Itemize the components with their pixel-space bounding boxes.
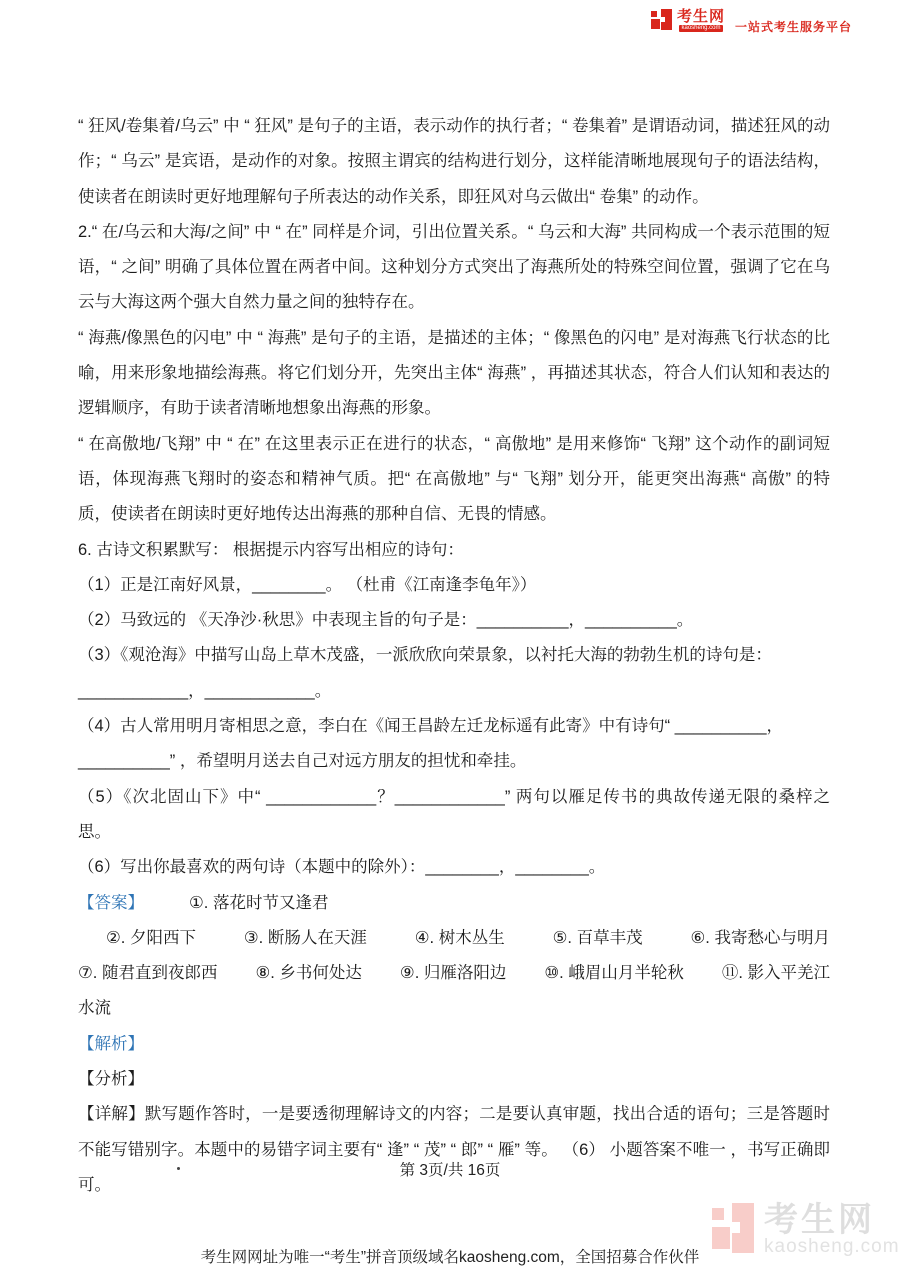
question-6-item-3-blanks: ____________，____________。 xyxy=(78,681,332,700)
answer-item: ⑩. 峨眉山月半轮秋 xyxy=(544,964,684,983)
question-6-item-4: （4）古人常用明月寄相思之意，李白在《闻王昌龄左迁龙标遥有此寄》中有诗句“ __________， xyxy=(78,717,784,736)
brand-domain: kaosheng.com xyxy=(681,25,721,31)
answer-label: 【答案】 xyxy=(78,893,144,912)
watermark-domain: kaosheng.com xyxy=(764,1236,900,1257)
document-body xyxy=(78,109,830,1203)
answer-line xyxy=(78,886,830,921)
question-6-item-1: （1）正是江南好风景，________。 （杜甫《江南逢李龟年》） xyxy=(78,575,537,594)
question-6-heading: 6. 古诗文积累默写： 根据提示内容写出相应的诗句： xyxy=(78,540,464,559)
brand-tagline: 一站式考生服务平台 xyxy=(735,20,853,34)
detail-explanation: 【详解】默写题作答时，一是要透彻理解诗文的内容；二是要认真审题，找出合适的语句；三是答题时不能写错别字。本题中的易错字词主要有“ 逢” “ 茂” “ 郎” “ 雁” 等。 （6） 小题答案不唯一 ，书写正确即可。 xyxy=(78,1105,830,1194)
answer-item: ③. 断肠人在天涯 xyxy=(243,928,367,947)
paragraph-grammar-analysis-1: “ 狂风/卷集着/乌云” 中 “ 狂风” 是句子的主语，表示动作的执行者；“ 卷集着” 是谓语动词，描述狂风的动作；“ 乌云” 是宾语，是动作的对象。按照主谓宾的结构进行划分，这样能清晰地展现句子的语法结构，使读者在朗读时更好地理解句子所表达的动作关系，即狂风对乌云做出“ 卷集” 的动作。 xyxy=(78,117,830,206)
analysis-label: 【分析】 xyxy=(78,1070,144,1089)
paragraph-grammar-analysis-3: “ 海燕/像黑色的闪电” 中 “ 海燕” 是句子的主语，是描述的主体；“ 像黑色的闪电” 是对海燕飞行状态的比喻，用来形象地描绘海燕。将它们划分开，先突出主体“ 海燕” ，再描述其状态，符合人们认知和表达的逻辑顺序，有助于读者清晰地想象出海燕的形象。 xyxy=(78,328,830,418)
question-6-item-4-continued: __________” ，希望明月送去自己对远方朋友的担忧和牵挂。 xyxy=(78,752,527,771)
answer-row-2 xyxy=(78,956,830,991)
answer-item: ⑪. 影入平羌江 xyxy=(721,964,830,983)
answer-item: ④. 树木丛生 xyxy=(414,928,505,947)
answer-item: ⑧. 乡书何处达 xyxy=(255,964,362,983)
question-6-item-3: （3）《观沧海》中描写山岛上草木茂盛，一派欣欣向荣景象，以衬托大海的勃勃生机的诗句是： xyxy=(78,646,772,665)
answer-item: ②. 夕阳西下 xyxy=(106,928,196,947)
brand-block xyxy=(677,9,725,32)
watermark-brand: 考生网 xyxy=(764,1201,875,1239)
answer-row-1 xyxy=(78,921,830,956)
brand-name: 考生网 xyxy=(677,8,726,25)
answer-item-1: ①. 落花时节又逢君 xyxy=(189,893,329,912)
explanation-label: 【解析】 xyxy=(78,1034,144,1053)
answer-item: ⑥. 我寄愁心与明月 xyxy=(690,928,830,947)
page-number: 第 3页/共 16页 xyxy=(399,1162,501,1179)
paragraph-grammar-analysis-4: “ 在高傲地/飞翔” 中 “ 在” 在这里表示正在进行的状态，“ 高傲地” 是用来修饰“ 飞翔” 这个动作的副词短语，体现海燕飞翔时的姿态和精神气质。把“ 在高傲地” 与“ 飞翔” 划分开，能更突出海燕“ 高傲” 的特质，使读者在朗读时更好地传达出海燕的那种自信、无畏的情感。 xyxy=(78,434,830,524)
kaosheng-logo-icon xyxy=(651,9,673,31)
footer-text: 考生网网址为唯一“考生”拼音顶级域名kaosheng.com，全国招募合作伙伴 xyxy=(200,1249,700,1266)
site-logo xyxy=(651,9,852,35)
answer-row-2-carry: 水流 xyxy=(78,999,111,1018)
answer-item: ⑤. 百草丰茂 xyxy=(552,928,643,947)
question-6-item-6: （6）写出你最喜欢的两句诗（本题中的除外）：________，________。 xyxy=(78,858,606,877)
paragraph-grammar-analysis-2: 2.“ 在/乌云和大海/之间” 中 “ 在” 同样是介词，引出位置关系。“ 乌云和大海” 共同构成一个表示范围的短语，“ 之间” 明确了具体位置在两者中间。这种划分方式突出了海燕所处的特殊空间位置，强调了它在乌云与大海这两个强大自然力量之间的独特存在。 xyxy=(78,222,830,312)
question-6-item-2: （2）马致远的 《天净沙·秋思》中表现主旨的句子是：__________，__________。 xyxy=(78,611,694,630)
question-6-item-5: （5）《次北固山下》中“ ____________？____________” 两句以雁足传书的典故传递无限的桑梓之思。 xyxy=(78,787,830,841)
answer-item: ⑦. 随君直到夜郎西 xyxy=(78,964,218,983)
answer-item: ⑨. 归雁洛阳边 xyxy=(399,964,507,983)
